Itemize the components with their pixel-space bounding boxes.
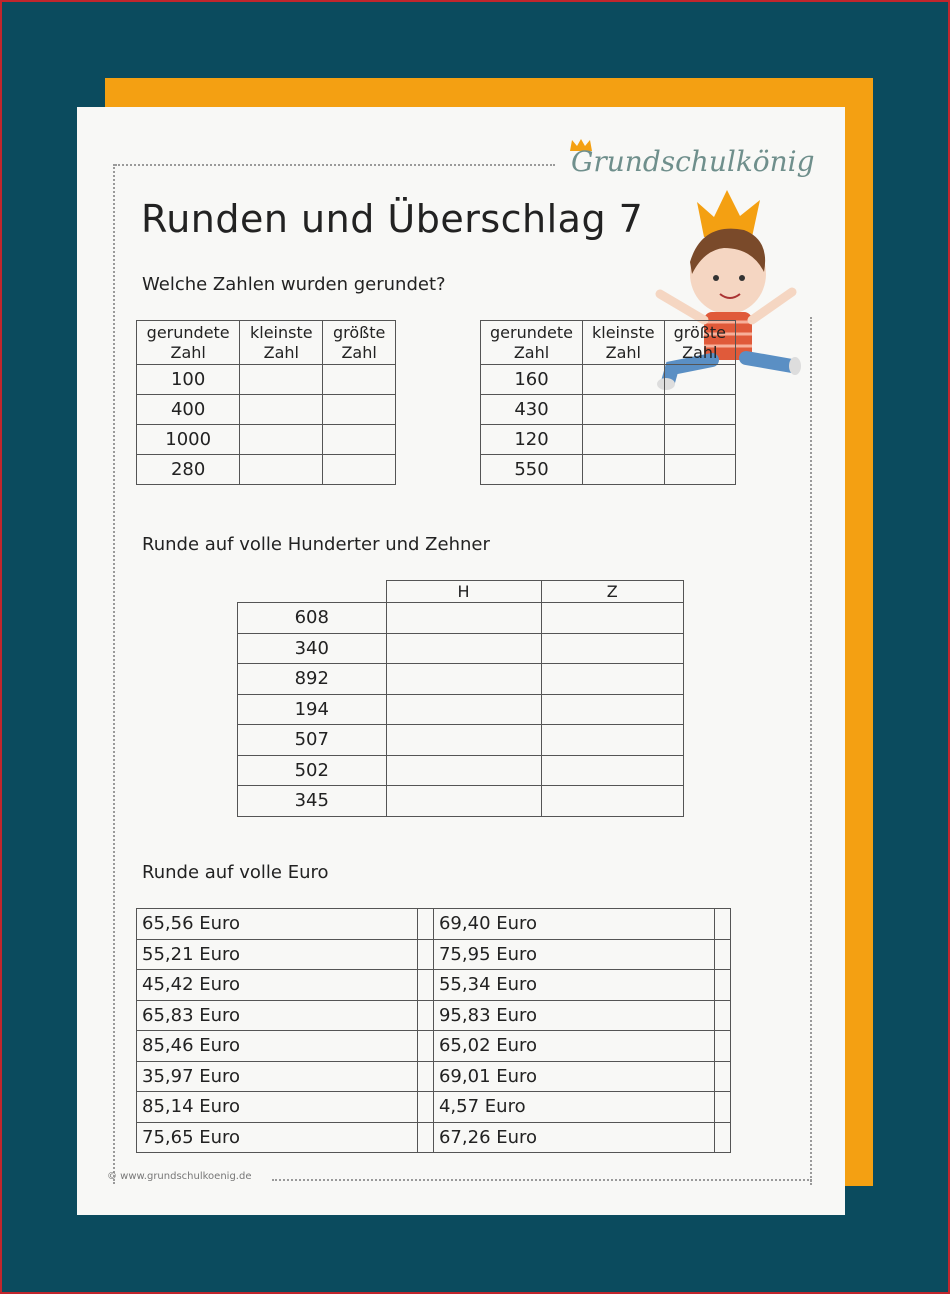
answer-cell[interactable]: [714, 1000, 730, 1031]
euro-amount: 95,83 Euro: [433, 1000, 714, 1031]
rounded-number: 280: [137, 455, 240, 485]
answer-cell[interactable]: [323, 425, 396, 455]
hundreds-tens-table: [237, 580, 684, 817]
dotted-border-right: [810, 317, 812, 1185]
answer-cell-h[interactable]: [386, 725, 541, 756]
answer-cell[interactable]: [417, 1061, 433, 1092]
answer-cell[interactable]: [240, 395, 323, 425]
answer-cell[interactable]: [664, 395, 735, 425]
answer-cell[interactable]: [417, 909, 433, 940]
rounded-number: 430: [481, 395, 583, 425]
euro-amount: 85,14 Euro: [137, 1092, 418, 1123]
euro-amount: 4,57 Euro: [433, 1092, 714, 1123]
euro-amount: 69,01 Euro: [433, 1061, 714, 1092]
answer-cell-h[interactable]: [386, 603, 541, 634]
answer-cell[interactable]: [323, 395, 396, 425]
number-to-round: 507: [238, 725, 387, 756]
euro-amount: 75,95 Euro: [433, 939, 714, 970]
rounded-number: 100: [137, 365, 240, 395]
rounded-number: 550: [481, 455, 583, 485]
euro-amount: 55,21 Euro: [137, 939, 418, 970]
euro-amount: 65,83 Euro: [137, 1000, 418, 1031]
answer-cell-z[interactable]: [541, 603, 683, 634]
number-to-round: 340: [238, 633, 387, 664]
answer-cell[interactable]: [583, 425, 665, 455]
answer-cell[interactable]: [417, 1092, 433, 1123]
answer-cell[interactable]: [664, 365, 735, 395]
section-heading-euro: Runde auf volle Euro: [142, 862, 329, 883]
euro-amount: 65,02 Euro: [433, 1031, 714, 1062]
euro-table: [136, 908, 731, 1153]
answer-cell[interactable]: [714, 1122, 730, 1153]
answer-cell[interactable]: [240, 425, 323, 455]
answer-cell[interactable]: [583, 395, 665, 425]
euro-amount: 35,97 Euro: [137, 1061, 418, 1092]
euro-amount: 67,26 Euro: [433, 1122, 714, 1153]
section-heading-rounded-numbers: Welche Zahlen wurden gerundet?: [142, 274, 446, 295]
answer-cell-h[interactable]: [386, 694, 541, 725]
column-header: gerundete Zahl: [137, 321, 240, 365]
euro-amount: 55,34 Euro: [433, 970, 714, 1001]
answer-cell[interactable]: [583, 365, 665, 395]
answer-cell-h[interactable]: [386, 786, 541, 817]
number-to-round: 502: [238, 755, 387, 786]
answer-cell-z[interactable]: [541, 786, 683, 817]
answer-cell-h[interactable]: [386, 664, 541, 695]
answer-cell[interactable]: [240, 365, 323, 395]
answer-cell[interactable]: [664, 425, 735, 455]
answer-cell-h[interactable]: [386, 633, 541, 664]
rounding-table-left: [136, 320, 396, 485]
page-title: Runden und Überschlag 7: [141, 197, 644, 241]
number-to-round: 194: [238, 694, 387, 725]
column-header: kleinste Zahl: [240, 321, 323, 365]
number-to-round: 345: [238, 786, 387, 817]
section-heading-hundreds-tens: Runde auf volle Hunderter und Zehner: [142, 534, 490, 555]
answer-cell[interactable]: [417, 939, 433, 970]
column-header: gerundete Zahl: [481, 321, 583, 365]
number-to-round: 608: [238, 603, 387, 634]
answer-cell[interactable]: [664, 455, 735, 485]
number-to-round: 892: [238, 664, 387, 695]
answer-cell[interactable]: [583, 455, 665, 485]
column-header: kleinste Zahl: [583, 321, 665, 365]
euro-amount: 85,46 Euro: [137, 1031, 418, 1062]
dotted-border-top: [115, 164, 555, 166]
answer-cell[interactable]: [323, 455, 396, 485]
euro-amount: 69,40 Euro: [433, 909, 714, 940]
rounded-number: 1000: [137, 425, 240, 455]
rounded-number: 160: [481, 365, 583, 395]
worksheet-page: [77, 107, 845, 1215]
dotted-border-left: [113, 164, 115, 1184]
footer-copyright: © www.grundschulkoenig.de: [107, 1171, 252, 1182]
answer-cell[interactable]: [714, 1092, 730, 1123]
column-header: größte Zahl: [664, 321, 735, 365]
answer-cell[interactable]: [714, 909, 730, 940]
brand-logo: Grundschulkönig: [571, 145, 815, 178]
answer-cell-z[interactable]: [541, 633, 683, 664]
rounded-number: 120: [481, 425, 583, 455]
answer-cell-z[interactable]: [541, 755, 683, 786]
column-header-empty: [238, 581, 387, 603]
answer-cell[interactable]: [714, 1061, 730, 1092]
answer-cell-z[interactable]: [541, 694, 683, 725]
answer-cell[interactable]: [417, 1000, 433, 1031]
answer-cell[interactable]: [240, 455, 323, 485]
answer-cell[interactable]: [714, 1031, 730, 1062]
euro-amount: 65,56 Euro: [137, 909, 418, 940]
answer-cell[interactable]: [417, 970, 433, 1001]
dotted-border-bottom: [272, 1179, 812, 1181]
answer-cell-z[interactable]: [541, 725, 683, 756]
rounded-number: 400: [137, 395, 240, 425]
answer-cell[interactable]: [417, 1031, 433, 1062]
answer-cell-h[interactable]: [386, 755, 541, 786]
euro-amount: 75,65 Euro: [137, 1122, 418, 1153]
euro-amount: 45,42 Euro: [137, 970, 418, 1001]
column-header: größte Zahl: [323, 321, 396, 365]
rounding-table-right: [480, 320, 736, 485]
answer-cell[interactable]: [714, 970, 730, 1001]
answer-cell[interactable]: [417, 1122, 433, 1153]
answer-cell[interactable]: [714, 939, 730, 970]
answer-cell-z[interactable]: [541, 664, 683, 695]
column-header-h: H: [386, 581, 541, 603]
column-header-z: Z: [541, 581, 683, 603]
answer-cell[interactable]: [323, 365, 396, 395]
